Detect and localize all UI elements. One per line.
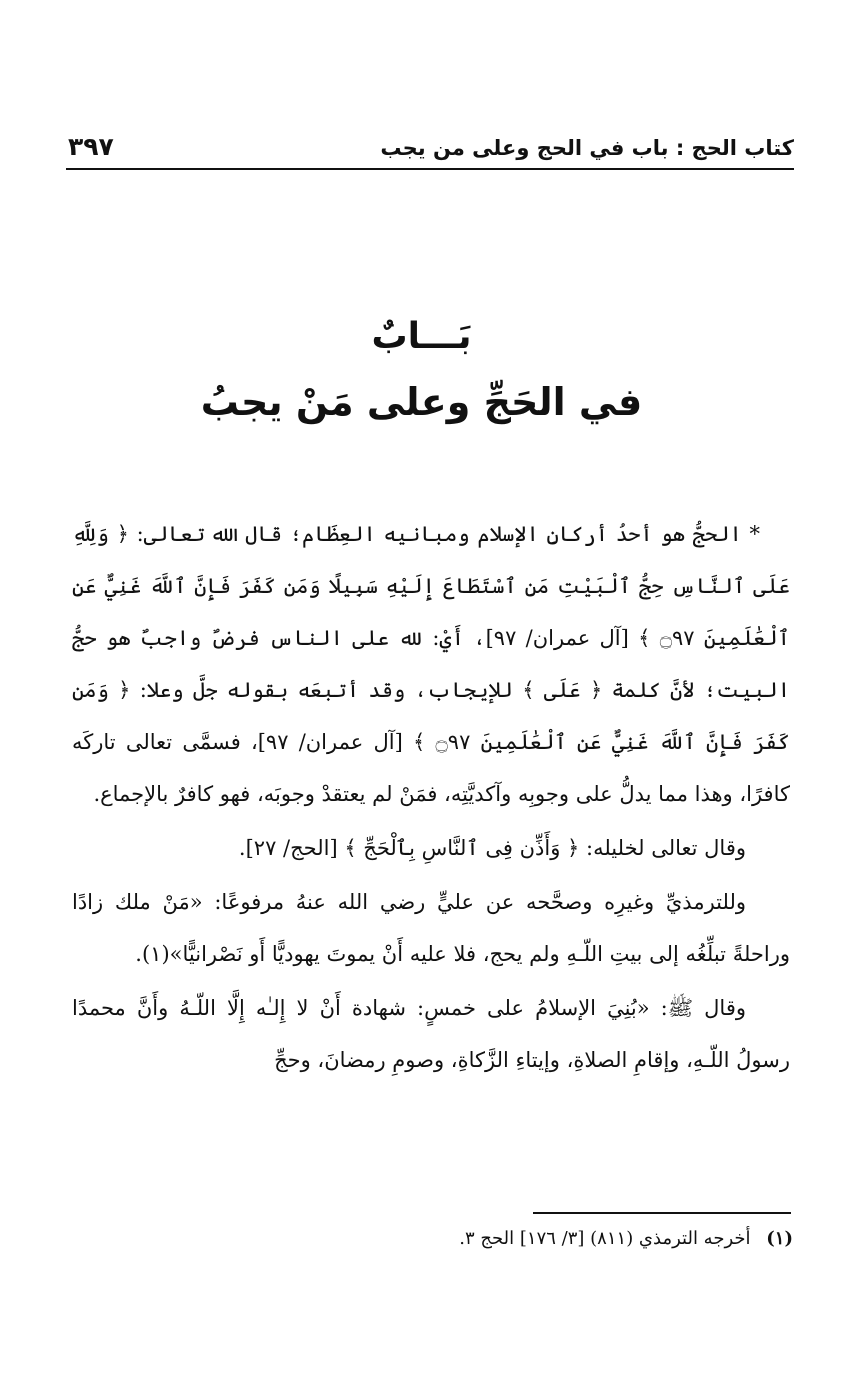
paragraph-tirmidhi: وللترمذيِّ وغيرِه وصحَّحه عن عليٍّ رضي الله عنهُ مرفوعًا: «مَنْ ملك زادًا وراحلةً تبلِّغُه إلى بيتِ اللّـهِ ولم يحج، فلا عليه أَنْ يموتَ يهوديًّا أَو نَصْرانيًّا»(١). bbox=[72, 890, 790, 966]
paragraph-pillars: وقال ﷺ: «بُنِيَ الإسلامُ على خمسٍ: شهادة أَنْ لا إِلـٰه إِلَّا اللّـهُ وأَنَّ محمدًا رسولُ اللّـهِ، وإقامِ الصلاةِ، وإيتاءِ الزَّكاةِ، وصومِ رمضانَ، وحجِّ bbox=[72, 996, 790, 1072]
paragraph-khalil: وقال تعالى لخليله: ﴿ وَأَذِّن فِى ٱلنَّاسِ بِٱلْحَجِّ ﴾ [الحج/ ٢٧]. bbox=[238, 836, 746, 860]
main-text bbox=[72, 508, 790, 1086]
page-header bbox=[66, 128, 794, 170]
footnote-number: (١) bbox=[766, 1228, 793, 1249]
chapter-title: في الحَجِّ وعلى مَنْ يجبُ bbox=[200, 380, 643, 424]
chapter-heading-word: بَـــابٌ bbox=[371, 316, 472, 357]
page-number: ٣٩٧ bbox=[68, 132, 114, 161]
running-title: كتاب الحج : باب في الحج وعلى من يجب bbox=[380, 136, 794, 160]
footnote-divider bbox=[533, 1212, 791, 1214]
footnote-text: أخرجه الترمذي (٨١١) [٣/ ١٧٦] الحج ٣. bbox=[459, 1228, 751, 1249]
paragraph-intro: * الحجُّ هو أحدُ أركانِ الإسلام ومبانيه العِظَام؛ قال الله تعالى: ﴿ وَلِلَّهِ عَلَى ٱلنَّاسِ حِجُّ ٱلْبَيْتِ مَنِ ٱسْتَطَاعَ إِلَيْهِ سَبِيلًا وَمَن كَفَرَ فَإِنَّ ٱللَّهَ غَنِيٌّ عَنِ ٱلْعَٰلَمِينَ ۝٩٧ ﴾ [آل عمران/ ٩٧]، أَيْ: لله على الناس فرضٌ واجبٌ هو حجُّ البيت؛ لأنَّ كلمة ﴿ عَلَى ﴾ للإيجاب، وقد أتبعَه بقوله جلَّ وعلا: ﴿ وَمَن كَفَرَ فَإِنَّ ٱللَّهَ غَنِيٌّ عَنِ ٱلْعَٰلَمِينَ ۝٩٧ ﴾ [آل عمران/ ٩٧]، فسمَّى تعالى تاركَه كافرًا، وهذا مما يدلُّ على وجوبِه وآكديَّتِه، فمَنْ لم يعتقدْ وجوبَه، فهو كافرٌ بالإجماع. bbox=[72, 522, 790, 806]
footnote bbox=[75, 1222, 793, 1256]
